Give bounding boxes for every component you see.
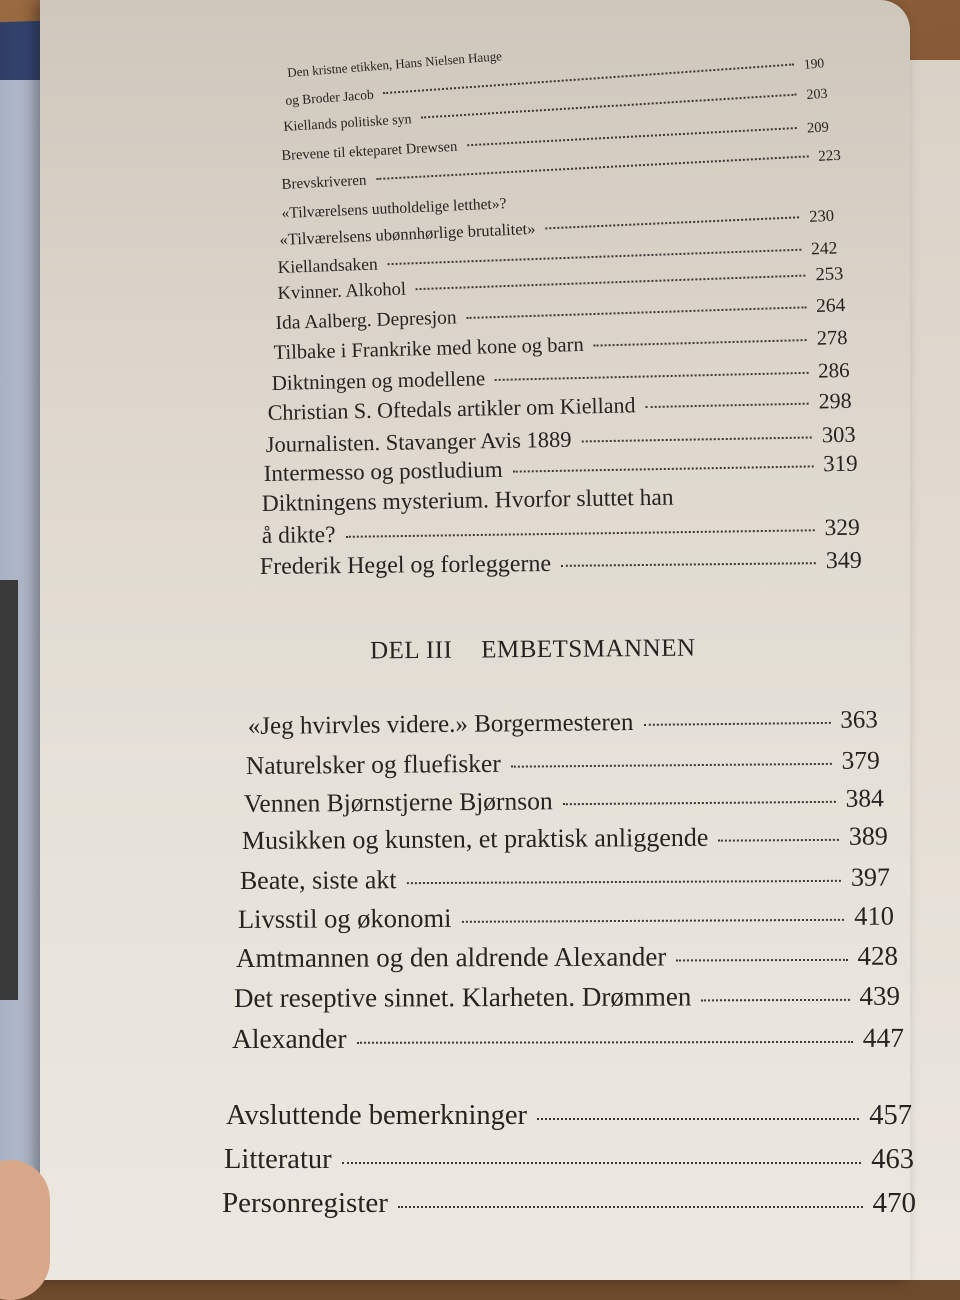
toc-entry-title: Brevskriveren — [281, 172, 367, 194]
dot-leader — [513, 465, 814, 472]
toc-entry-title: Brevene til ekteparet Drewsen — [281, 138, 458, 164]
toc-entry-title: Personregister — [222, 1187, 388, 1219]
dot-leader — [495, 372, 808, 381]
toc-entry-page: 223 — [817, 147, 842, 165]
toc-entry-page: 384 — [845, 782, 884, 813]
toc-entry — [262, 482, 772, 517]
dot-leader — [643, 722, 830, 726]
toc-entry-title: Kvinner. Alkohol — [277, 279, 407, 304]
dot-leader — [537, 1118, 859, 1120]
toc-entry-page: 389 — [848, 821, 888, 851]
toc-entry-title: Diktningens mysterium. Hvorfor sluttet han — [261, 484, 674, 517]
toc-entry-title: Musikken og kunsten, et praktisk anliggende — [241, 822, 709, 855]
toc-entry-page: 447 — [862, 1021, 904, 1053]
section-number: DEL III — [369, 636, 453, 665]
toc-entry — [246, 745, 880, 781]
toc-entry-title: «Tilværelsens ubønnhørlige brutalitet» — [279, 218, 536, 249]
toc-entry-title: og Broder Jacob — [284, 86, 375, 108]
toc-entry-title: å dikte? — [261, 521, 336, 549]
dot-leader — [701, 999, 849, 1002]
toc-entry — [234, 981, 900, 1014]
toc-entry — [260, 548, 862, 581]
toc-entry-title: Christian S. Oftedals artikler om Kielland — [267, 392, 636, 426]
toc-entry-page: 428 — [857, 940, 898, 971]
toc-entry-title: Vennen Bjørnstjerne Bjørnson — [243, 785, 553, 818]
toc-entry — [226, 1100, 912, 1132]
toc-entry-page: 439 — [859, 980, 900, 1011]
dot-leader — [561, 562, 816, 567]
dot-leader — [421, 94, 796, 119]
toc-entry — [248, 706, 878, 741]
toc-entry-title: Livsstil og økonomi — [237, 902, 452, 934]
section-heading — [370, 635, 696, 666]
dot-leader — [563, 800, 836, 804]
toc-entry — [244, 783, 884, 819]
dot-leader — [718, 839, 839, 842]
thumb — [0, 1160, 50, 1300]
toc-entry-page: 286 — [817, 357, 850, 383]
toc-entry-page: 463 — [871, 1143, 914, 1175]
toc-entry — [262, 514, 860, 549]
dot-leader — [594, 339, 807, 347]
toc-entry-page: 349 — [825, 547, 862, 575]
toc-entry-title: «Tilværelsens uutholdelige letthet»? — [281, 194, 507, 222]
toc-entry — [240, 863, 890, 896]
toc-entry-page: 230 — [808, 205, 835, 226]
dot-leader — [461, 918, 844, 922]
dot-leader — [376, 155, 808, 180]
toc-entry-title: Tilbake i Frankrike med kone og barn — [273, 333, 584, 364]
toc-entry-title: Avsluttende bemerkninger — [226, 1099, 528, 1131]
toc-entry-page: 363 — [840, 706, 878, 734]
toc-entry-page: 457 — [869, 1099, 912, 1131]
dot-leader — [467, 306, 807, 319]
toc-entry-page: 319 — [822, 450, 858, 477]
toc-entry-page: 397 — [850, 862, 890, 892]
toc-entry-page: 470 — [872, 1187, 916, 1219]
dot-leader — [342, 1162, 862, 1164]
dot-leader — [645, 403, 808, 408]
toc-entry-title: Amtmannen og den aldrende Alexander — [235, 941, 667, 973]
toc-entry — [242, 821, 888, 856]
dot-leader — [346, 529, 815, 538]
toc-entry-title: Intermesso og postludium — [263, 456, 503, 487]
dot-leader — [467, 126, 797, 145]
toc-entry-page: 298 — [818, 387, 852, 414]
toc-entry-title: Kiellandsaken — [277, 253, 379, 277]
toc-entry-page: 329 — [824, 514, 860, 541]
toc-entry-title: Journalisten. Stavanger Avis 1889 — [265, 426, 572, 457]
toc-entry-page: 242 — [810, 236, 838, 258]
toc-entry-title: Alexander — [231, 1022, 347, 1054]
section-title: EMBETSMANNEN — [481, 634, 696, 664]
dot-leader — [676, 959, 847, 962]
toc-entry-page: 410 — [854, 900, 894, 931]
toc-entry-title: Ida Aalberg. Depresjon — [275, 306, 457, 334]
toc-entry-page: 209 — [806, 118, 830, 136]
toc-entry-page: 264 — [815, 294, 846, 317]
toc-entry-title: Frederik Hegel og forleggerne — [259, 550, 552, 581]
toc-entry-title: Naturelsker og fluefisker — [245, 748, 501, 780]
toc-entry-title: «Jeg hvirvles videre.» Borgermesteren — [247, 708, 634, 741]
toc-entry-page: 303 — [821, 421, 856, 447]
toc-entry-title: Den kristne etikken, Hans Nielsen Hauge — [286, 48, 503, 81]
toc-entry — [224, 1144, 914, 1176]
toc-entry-title: Kiellands politiske syn — [283, 112, 413, 136]
dot-leader — [357, 1040, 853, 1043]
toc-entry-title: Litteratur — [224, 1143, 332, 1175]
dot-leader — [398, 1206, 863, 1208]
toc-entry-title: Det reseptive sinnet. Klarheten. Drømmen — [233, 981, 692, 1013]
toc-entry-page: 253 — [815, 263, 844, 285]
dot-leader — [511, 762, 832, 767]
toc-entry-title: Diktningen og modellene — [271, 366, 486, 396]
toc-entry-page: 190 — [803, 54, 825, 72]
dot-leader — [582, 436, 812, 442]
toc-entry — [222, 1187, 916, 1220]
toc-entry — [232, 1021, 904, 1054]
dot-leader — [416, 274, 806, 290]
toc-entry-title: Beate, siste akt — [239, 865, 397, 895]
dot-leader — [545, 216, 799, 229]
toc-entry-page: 203 — [806, 86, 828, 104]
toc-entry — [238, 900, 894, 934]
toc-entry-page: 379 — [841, 744, 880, 775]
dot-leader — [407, 880, 841, 884]
toc-entry-page: 278 — [816, 326, 848, 350]
toc-entry — [236, 941, 898, 974]
dot-leader — [388, 248, 801, 264]
